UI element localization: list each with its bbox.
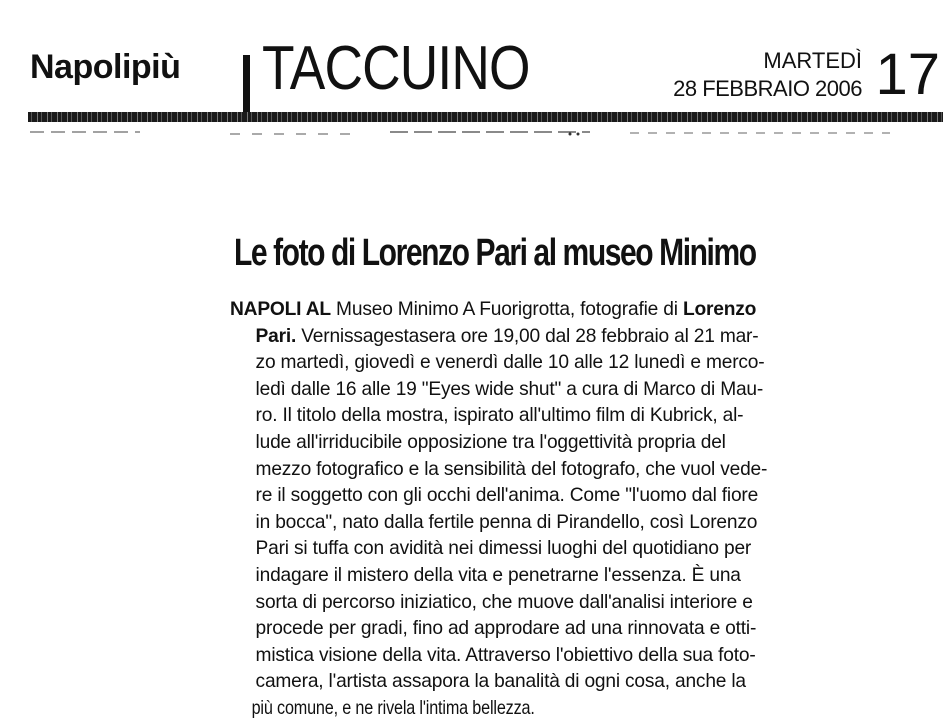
article-line-text: procede per gradi, fino ad approdare ad una rinnovata e otti- bbox=[255, 617, 757, 640]
article-line bbox=[230, 376, 830, 403]
article-line-text: Museo Minimo A Fuorigrotta, fotografie di bbox=[330, 298, 683, 320]
masthead-rule bbox=[28, 112, 943, 122]
article-line-tail: Lorenzo bbox=[682, 298, 757, 320]
article-line-text: ledì dalle 16 alle 19 "Eyes wide shut" a cura di Marco di Mau- bbox=[255, 377, 764, 400]
article-line bbox=[230, 642, 830, 669]
article-line-text: Pari si tuffa con avidità nei dimessi luoghi del quotidiano per bbox=[255, 537, 752, 560]
issue-day: MARTEDÌ bbox=[763, 48, 862, 73]
newspaper-masthead bbox=[0, 0, 950, 160]
article-line-text: lude all'irriducibile opposizione tra l'oggettività propria del bbox=[255, 430, 726, 453]
article-line-lead: Pari. bbox=[255, 324, 297, 347]
article-line-text: mistica visione della vita. Attraverso l'obiettivo della sua foto- bbox=[255, 643, 756, 666]
issue-date: 28 FEBBRAIO 2006 bbox=[673, 76, 862, 101]
scan-noise bbox=[30, 128, 890, 142]
article-line bbox=[230, 535, 830, 562]
article-line-text: in bocca", nato dalla fertile penna di Pirandello, così Lorenzo bbox=[255, 510, 758, 533]
article-line-text: ro. Il titolo della mostra, ispirato all'ultimo film di Kubrick, al- bbox=[255, 404, 744, 427]
article-line bbox=[230, 615, 830, 642]
article-line-text: più comune, e ne rivela l'intima bellezza. bbox=[251, 696, 535, 719]
article-line-text: zo martedì, giovedì e venerdì dalle 10 alle 12 lunedì e merco- bbox=[255, 351, 765, 374]
article-line bbox=[230, 349, 830, 376]
article-line-text: mezzo fotografico e la sensibilità del fotografo, che vuol vede- bbox=[255, 457, 768, 480]
article-body bbox=[230, 296, 840, 719]
article-line bbox=[230, 323, 830, 350]
article-line bbox=[230, 589, 830, 616]
newspaper-brand: Napolipiù bbox=[30, 48, 181, 86]
article-line bbox=[230, 402, 830, 429]
article-line-lead: NAPOLI AL bbox=[230, 298, 331, 320]
article-line bbox=[230, 456, 830, 483]
article-line bbox=[230, 562, 830, 589]
article-line bbox=[230, 509, 830, 536]
article-line-text: indagare il mistero della vita e penetrarne l'essenza. È una bbox=[255, 563, 741, 586]
article-line bbox=[230, 482, 830, 509]
article-line-text: Vernissagestasera ore 19,00 dal 28 febbraio al 21 mar- bbox=[296, 324, 759, 347]
article-line bbox=[230, 296, 830, 323]
masthead-divider bbox=[243, 55, 250, 113]
article-line-text: re il soggetto con gli occhi dell'anima. Come "l'uomo dal fiore bbox=[255, 484, 759, 507]
section-title: TACCUINO bbox=[262, 34, 530, 103]
article-headline: Le foto di Lorenzo Pari al museo Minimo bbox=[234, 232, 756, 274]
article-line-text: sorta di percorso iniziatico, che muove dall'analisi interiore e bbox=[255, 590, 753, 613]
article-line bbox=[230, 668, 830, 695]
article-line bbox=[230, 429, 830, 456]
article-line bbox=[230, 695, 736, 722]
article-line-text: camera, l'artista assapora la banalità di ogni cosa, anche la bbox=[255, 670, 746, 693]
page-number: 17 bbox=[875, 42, 940, 107]
